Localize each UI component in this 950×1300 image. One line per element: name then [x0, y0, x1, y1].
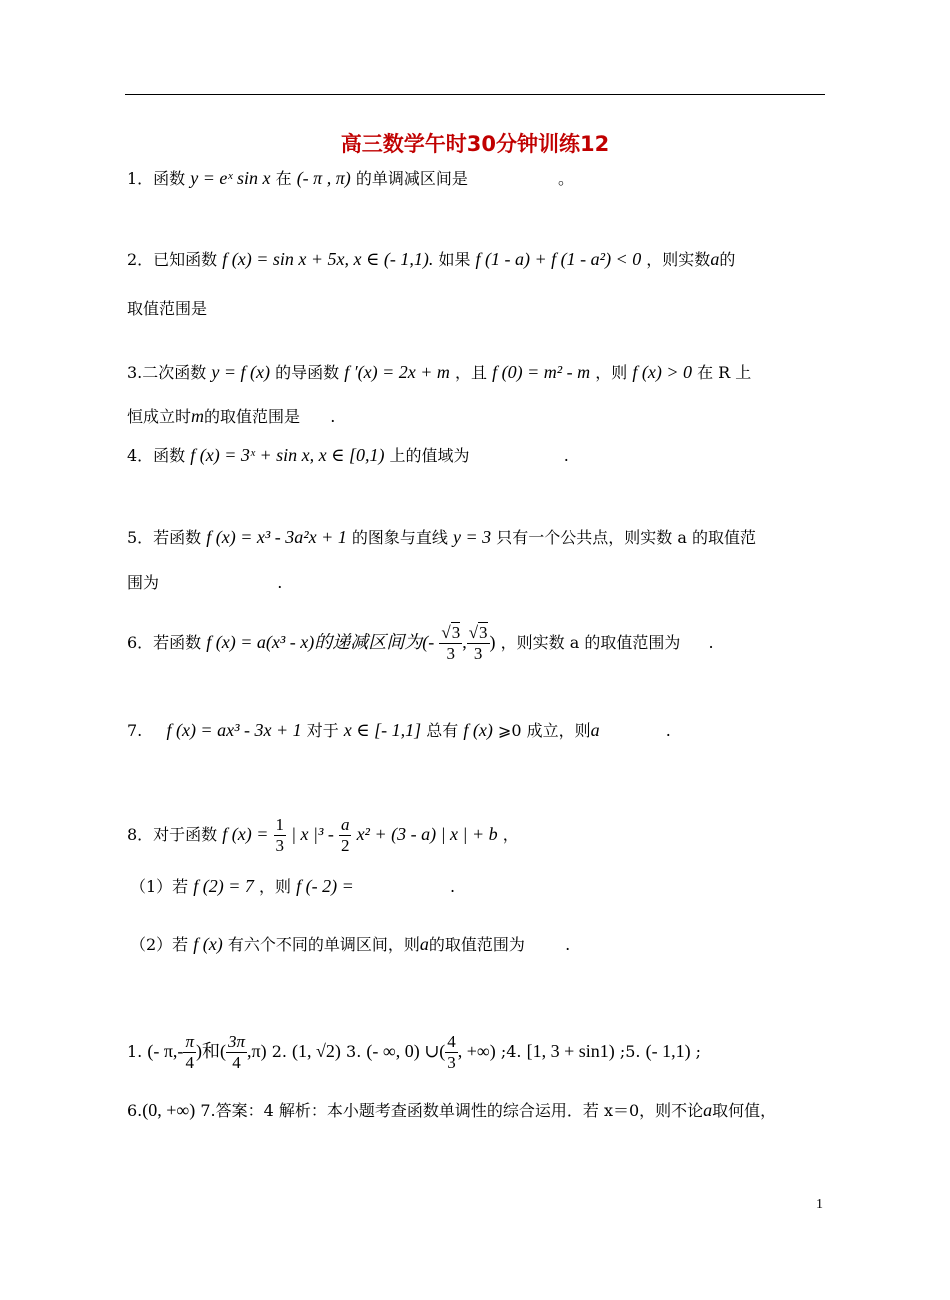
q4-number: 4．函数	[127, 446, 186, 465]
page-number: 1	[816, 1197, 823, 1212]
question-8	[127, 792, 519, 856]
a3-f-num: 4	[447, 1032, 456, 1051]
q8-f1-num: 1	[275, 815, 284, 834]
a5-end: ;	[695, 1042, 702, 1061]
q8-expr-b: | x |³ -	[291, 824, 334, 844]
q8-p1-end: .	[449, 877, 456, 896]
q7-end: .	[665, 721, 671, 740]
question-5	[127, 525, 756, 548]
q8-fraction-2	[339, 815, 352, 856]
q6-close: )	[489, 632, 496, 652]
q4-expression: f (x) = 3ˣ + sin x, x ∈ [0,1)	[190, 445, 385, 465]
a6-label: 6.	[127, 1101, 143, 1120]
q2-tail: ，则实数	[646, 250, 711, 269]
q8-p1-mid: ，则	[259, 877, 292, 896]
q8-f2-den: 2	[340, 836, 350, 855]
q5-line: y = 3	[453, 527, 492, 547]
q8-p1-condition: f (2) = 7	[193, 876, 254, 896]
question-5-line2	[127, 570, 282, 593]
a3-close: , +∞)	[457, 1041, 496, 1061]
a3-label: 3.	[346, 1042, 362, 1061]
a2-value: (1, √2)	[292, 1041, 341, 1061]
a7-end: 取何值，	[712, 1101, 777, 1120]
q5-tail: 只有一个公共点，则实数 a 的取值范	[496, 528, 756, 547]
a3-fraction	[445, 1032, 458, 1073]
header-rule	[125, 94, 825, 95]
question-1	[127, 166, 574, 189]
q6-frac2-num: 3	[479, 623, 488, 642]
q8-end: ，	[502, 825, 519, 844]
q7-var: a	[590, 720, 600, 740]
a4-label: ;4.	[500, 1042, 522, 1061]
q8-p2-end: .	[565, 935, 571, 954]
q7-mid1: 对于	[306, 721, 339, 740]
q5-mid: 的图象与直线	[351, 528, 448, 547]
q6-expression: f (x) = a(x³ - x)的递减区间为(-	[206, 632, 435, 652]
q3-tail: 在 R 上	[697, 363, 752, 382]
question-3	[127, 360, 751, 383]
q8-expr-c: x² + (3 - a) | x | + b	[356, 824, 498, 844]
q8-p2-text: 有六个不同的单调区间，则	[227, 935, 420, 954]
q1-number: 1．函数	[127, 169, 186, 188]
q8-f2-num: a	[340, 815, 350, 834]
a3-open: (- ∞, 0) ∪(	[366, 1041, 446, 1061]
question-7	[127, 718, 671, 741]
q3-mid3: ，则	[595, 363, 628, 382]
q3-line2a: 恒成立时	[127, 407, 192, 426]
q3-condition2: f (x) > 0	[632, 362, 692, 382]
q8-p1-expression: f (- 2) =	[296, 876, 354, 896]
q6-end: .	[708, 633, 714, 652]
a7-var: a	[703, 1100, 713, 1120]
answers-line-2	[127, 1098, 776, 1121]
q5-expression: f (x) = x³ - 3a²x + 1	[206, 527, 347, 547]
a1-fraction-1	[183, 1032, 196, 1073]
q1-interval: (- π , π)	[296, 168, 351, 188]
question-2	[127, 247, 735, 270]
q4-tail: 上的值域为	[389, 446, 470, 465]
q2-condition: f (1 - a) + f (1 - a²) < 0	[475, 249, 642, 269]
q6-tail: ，则实数 a 的取值范围为	[500, 633, 681, 652]
a1-f2-num: 3π	[227, 1032, 245, 1051]
q7-tail: ⩾0 成立，则	[497, 721, 591, 740]
q6-frac2-den: 3	[473, 644, 483, 663]
q1-expression: y = eˣ sin x	[190, 168, 271, 188]
question-6	[127, 610, 714, 664]
q2-mid: 如果	[438, 250, 471, 269]
a6-value: (0, +∞)	[142, 1100, 196, 1120]
q6-frac1-den: 3	[446, 644, 456, 663]
q8-p1-label: （1）若	[130, 877, 189, 896]
q2-expression: f (x) = sin x + 5x, x ∈ (- 1,1).	[222, 249, 434, 269]
q8-p2-tail: 的取值范围为	[428, 935, 525, 954]
q3-mid2: ，且	[455, 363, 488, 382]
q4-end: .	[563, 446, 569, 465]
q5-end: .	[277, 573, 283, 592]
q6-frac1-num: 3	[451, 623, 461, 642]
a2-label: 2.	[271, 1042, 287, 1061]
a1-label: 1.	[127, 1042, 143, 1061]
answers-line-1	[127, 1012, 701, 1073]
q2-var: a	[710, 249, 720, 269]
a5-value: (- 1,1)	[645, 1041, 691, 1061]
q8-expr-a: f (x) =	[222, 824, 269, 844]
q7-number: 7.	[127, 721, 143, 740]
q3-number: 3.二次函数	[127, 363, 207, 382]
q8-fraction-1	[274, 815, 287, 856]
q5-number: 5．若函数	[127, 528, 202, 547]
q7-expression: f (x) = ax³ - 3x + 1	[166, 720, 302, 740]
q2-number: 2．已知函数	[127, 250, 218, 269]
q6-comma: ,	[462, 632, 467, 652]
q3-var: m	[191, 406, 205, 426]
a7-text: 7.答案：4 解析：本小题考查函数单调性的综合运用．若 x＝0，则不论	[200, 1101, 704, 1120]
a3-f-den: 3	[447, 1053, 456, 1072]
q8-f1-den: 3	[275, 836, 284, 855]
a1-f1-num: π	[185, 1032, 194, 1051]
a1-f1-den: 4	[185, 1053, 194, 1072]
page-title: 高三数学午时30分钟训练12	[340, 132, 610, 156]
q3-derivative: f ′(x) = 2x + m	[344, 362, 450, 382]
q3-mid1: 的导函数	[275, 363, 340, 382]
q5-line2: 围为	[127, 573, 160, 592]
q1-end: 。	[558, 169, 575, 188]
question-4	[127, 443, 569, 466]
q1-mid: 在	[275, 169, 292, 188]
q6-number: 6．若函数	[127, 633, 202, 652]
question-2-line2: 取值范围是	[127, 299, 208, 318]
a1-open: (- π,-	[147, 1041, 184, 1061]
q8-p2-fx: f (x)	[193, 934, 223, 954]
question-8-part-1	[130, 874, 455, 897]
q3-condition: f (0) = m² - m	[492, 362, 591, 382]
q3-end: .	[330, 407, 336, 426]
q3-expression: y = f (x)	[211, 362, 270, 382]
q3-line2b: 的取值范围是	[204, 407, 301, 426]
q6-fraction-1: $\frac{√3}{3}$	[441, 623, 461, 663]
question-8-part-2	[130, 932, 570, 955]
q6-fraction-2: $\frac{√3}{3}$	[468, 623, 488, 663]
a4-value: [1, 3 + sin1)	[526, 1041, 615, 1061]
question-3-line2	[127, 404, 335, 427]
q7-fx: f (x)	[463, 720, 493, 740]
q8-number: 8．对于函数	[127, 825, 218, 844]
a1-fraction-2	[226, 1032, 247, 1073]
a5-label: ;5.	[619, 1042, 641, 1061]
a1-f2-den: 4	[232, 1053, 241, 1072]
a1-close: ,π)	[247, 1041, 267, 1061]
q1-tail: 的单调减区间是	[355, 169, 468, 188]
a1-mid: )和(	[195, 1041, 226, 1061]
q8-p2-label: （2）若	[130, 935, 189, 954]
q7-mid2: 总有	[426, 721, 459, 740]
q8-p2-var: a	[419, 934, 429, 954]
q7-domain: x ∈ [- 1,1]	[343, 720, 422, 740]
q2-end: 的	[719, 250, 736, 269]
